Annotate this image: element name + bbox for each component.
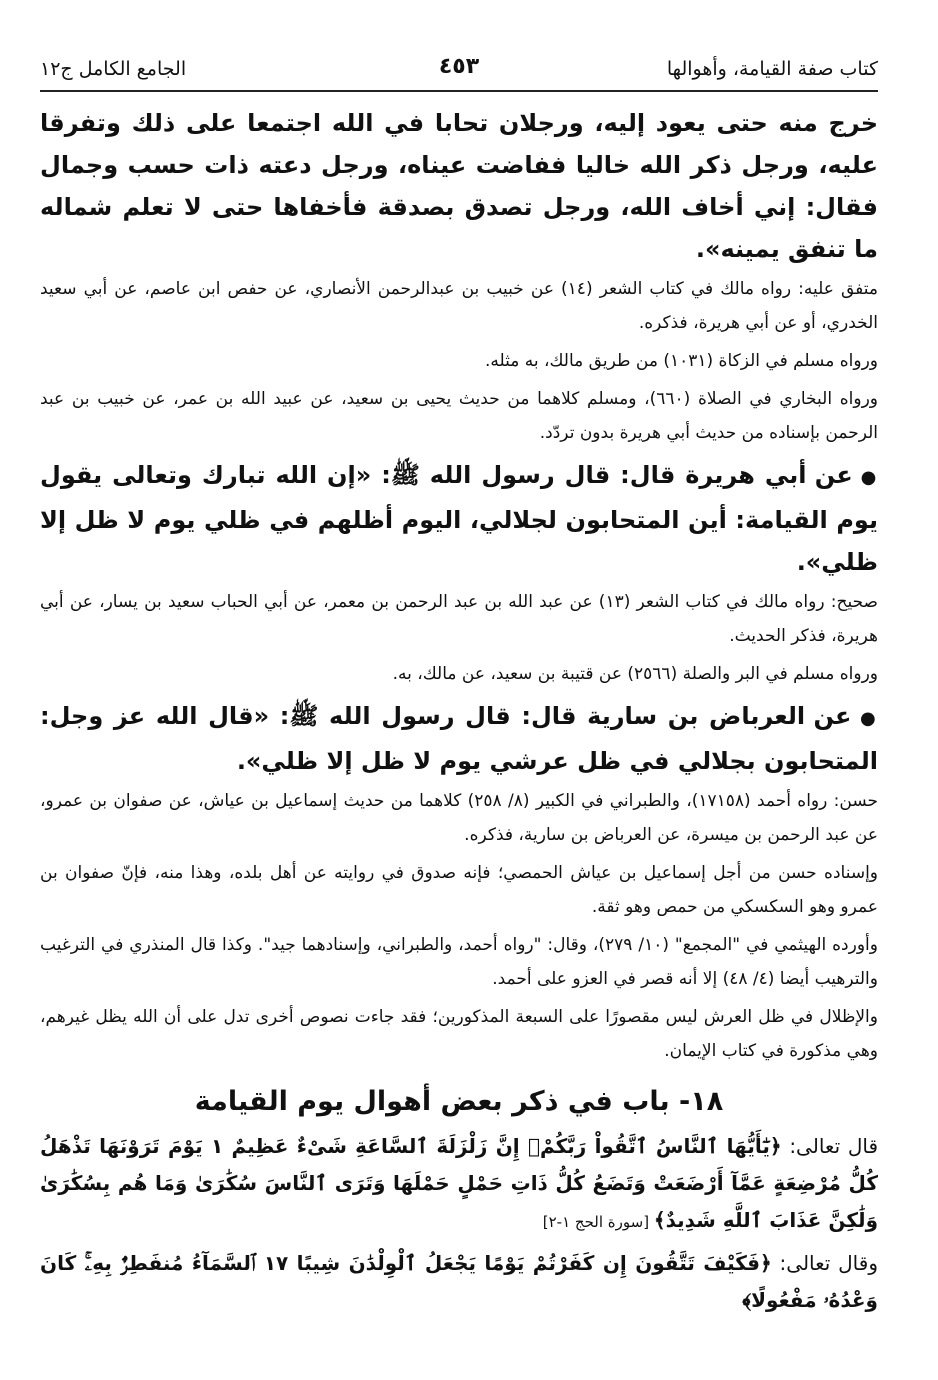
takhrij-note: ورواه البخاري في الصلاة (٦٦٠)، ومسلم كلاهما من حديث يحيى بن سعيد، عن عبيد الله بن عمر، عن خبيب بن عبد الرحمن بإسناده من حديث أبي هريرة بدون تردّد. [40, 389, 878, 443]
book-page [40, 48, 878, 1323]
header-book-title: الجامع الكامل ج١٢ [40, 58, 187, 80]
takhrij-note: متفق عليه: رواه مالك في كتاب الشعر (١٤) عن خبيب بن عبدالرحمن الأنصاري، عن حفص ابن عاصم، عن أبي سعيد الخدري، أو عن أبي هريرة، فذكره. [40, 279, 878, 333]
takhrij-note: حسن: رواه أحمد (١٧١٥٨)، والطبراني في الكبير (٨/ ٢٥٨) كلاهما من حديث إسماعيل بن عياش، عن صفوان بن عمرو، عن عبد الرحمن بن ميسرة، عن العرباض بن سارية، فذكره. [40, 791, 879, 845]
quran-quote [40, 1245, 878, 1319]
hadith-text: ● عن العرباض بن سارية قال: قال رسول الله ﷺ: «قال الله عز وجل: المتحابون بجلالي في ظل عرشي يوم لا ظل إلا ظلي». [40, 695, 878, 782]
takhrij-note: وأورده الهيثمي في "المجمع" (١٠/ ٢٧٩)، وقال: "رواه أحمد، والطبراني، وإسنادهما جيد". وكذا قال المنذري في الترغيب والترهيب أيضا (٤/ ٤٨) إلا أنه قصر في العزو على أحمد. [40, 935, 878, 989]
surah-reference: [سورة الحج ١-٢] [542, 1213, 654, 1231]
quran-intro: وقال تعالى: [771, 1251, 878, 1275]
page-number: ٤٥٣ [438, 54, 480, 79]
takhrij-note: ورواه مسلم في الزكاة (١٠٣١) من طريق مالك، به مثله. [484, 351, 878, 371]
takhrij-note: صحيح: رواه مالك في كتاب الشعر (١٣) عن عبد الله بن عبد الرحمن بن معمر، عن أبي الحباب سعيد بن يسار، عن أبي هريرة، فذكر الحديث. [40, 592, 878, 646]
page-content [40, 102, 878, 1319]
page-header [40, 48, 878, 92]
quran-intro: قال تعالى: [781, 1134, 879, 1158]
chapter-heading: ١٨- باب في ذكر بعض أهوال يوم القيامة [194, 1086, 724, 1117]
takhrij-note: وإسناده حسن من أجل إسماعيل بن عياش الحمصي؛ فإنه صدوق في روايته عن أهل بلده، وهذا منه، فإنّ صفوان بن عمرو وهو السكسكي من حمص وهو ثقة. [40, 863, 878, 917]
quran-quote [40, 1128, 878, 1241]
hadith-text: ● عن أبي هريرة قال: قال رسول الله ﷺ: «إن الله تبارك وتعالى يقول يوم القيامة: أين المتحابون لجلالي، اليوم أظلهم في ظلي يوم لا ظل إلا ظلي». [40, 454, 878, 583]
takhrij-note: ورواه مسلم في البر والصلة (٢٥٦٦) عن قتيبة بن سعيد، عن مالك، به. [392, 664, 878, 684]
hadith-continuation: خرج منه حتى يعود إليه، ورجلان تحابا في الله اجتمعا على ذلك وتفرقا عليه، ورجل ذكر الله خاليا ففاضت عيناه، ورجل دعته ذات حسب وجمال فقال: إني أخاف الله، ورجل تصدق بصدقة فأخفاها حتى لا تعلم شماله ما تنفق يمينه». [40, 109, 878, 263]
quran-verse: ﴿يَٰٓأَيُّهَا ٱلنَّاسُ ٱتَّقُواْ رَبَّكُمْۚ إِنَّ زَلْزَلَةَ ٱلسَّاعَةِ شَىْءٌ عَظِيمٌ ١ يَوْمَ تَرَوْنَهَا تَذْهَلُ كُلُّ مُرْضِعَةٍ عَمَّآ أَرْضَعَتْ وَتَضَعُ كُلُّ ذَاتِ حَمْلٍ حَمْلَهَا وَتَرَى ٱلنَّاسَ سُكَٰرَىٰ وَمَا هُم بِسُكَٰرَىٰ وَلَٰكِنَّ عَذَابَ ٱللَّهِ شَدِيدٌ﴾ [40, 1134, 878, 1232]
takhrij-note: والإظلال في ظل العرش ليس مقصورًا على السبعة المذكورين؛ فقد جاءت نصوص أخرى تدل على أن الله يظل غيرهم، وهي مذكورة في كتاب الإيمان. [40, 1007, 878, 1061]
quran-verse: ﴿فَكَيْفَ تَتَّقُونَ إِن كَفَرْتُمْ يَوْمًا يَجْعَلُ ٱلْوِلْدَٰنَ شِيبًا ١٧ ٱلسَّمَآءُ مُنفَطِرٌۢ بِهِۦۚ كَانَ وَعْدُهُۥ مَفْعُولًا﴾ [40, 1251, 878, 1312]
header-chapter-title: كتاب صفة القيامة، وأهوالها [666, 58, 878, 80]
